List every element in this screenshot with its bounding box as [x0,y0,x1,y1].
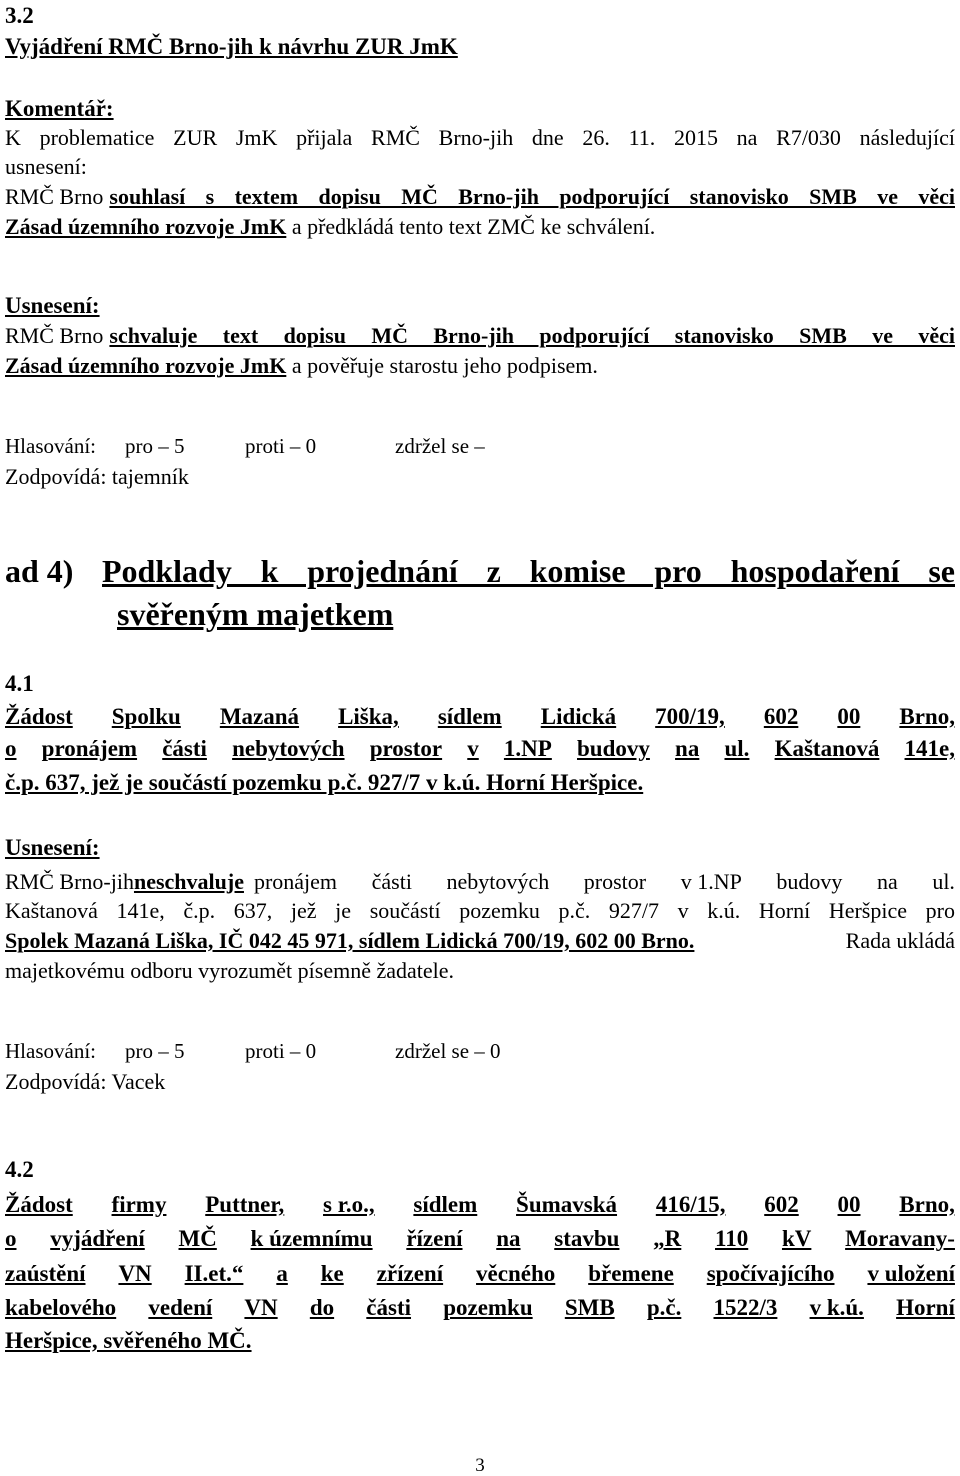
word: 00 [837,1192,861,1217]
word: SMB [564,1295,615,1320]
word: č.p. [183,898,216,923]
word: nebytových [446,869,550,894]
komentar-line-4 [5,216,655,238]
komentar-line-3 [5,186,955,208]
word: řízení [406,1226,463,1251]
word: v k.ú. [809,1295,864,1320]
sec42-line-2 [5,1227,955,1250]
word: prostor [583,869,647,894]
word: „R [653,1226,682,1251]
word: části [366,1295,412,1320]
word: k územnímu [250,1226,373,1251]
komentar-action: souhlasí s textem dopisu MČ Brno-jih podporující stanovisko SMB ve věci [109,184,955,209]
sec41-usneseni-line-1 [5,871,955,893]
sec41-subject: RMČ Brno-jih [5,869,134,894]
word: stavbu [554,1226,620,1251]
sec41-usneseni-line-4: majetkovému odboru vyrozumět písemně žadatele. [5,958,455,983]
usneseni-line-2 [5,355,598,377]
word: přijala [296,125,353,150]
komentar-rest: a předkládá tento text ZMČ ke schválení. [286,214,656,239]
word: o [5,736,17,761]
vote-pro: pro – 5 [125,1039,185,1063]
komentar-line-1 [5,127,955,149]
word: 637, [233,898,273,923]
word: ke [320,1261,344,1286]
word: dne [531,125,564,150]
word: 700/19, [655,704,725,729]
sec41-usneseni-line-2 [5,900,955,922]
ad4-heading [5,555,955,587]
word: pro [925,898,955,923]
word: Horní [896,1295,955,1320]
word: v uložení [867,1261,955,1286]
komentar-label: Komentář: [5,96,114,121]
word: vedení [148,1295,213,1320]
word: 141e, [904,736,955,761]
vote-zdrzel: zdržel se – [395,434,485,458]
word: součástí [369,898,441,923]
word: zřízení [376,1261,444,1286]
komentar-zur: Zásad územního rozvoje JmK [5,214,287,239]
word: K [5,125,21,150]
word: na [736,125,758,150]
word: II.et.“ [184,1261,244,1286]
vote-label: Hlasování: [5,1039,96,1063]
ad4-prefix: ad 4) [5,553,74,589]
word: sídlem [413,1192,478,1217]
usneseni-label-41: Usnesení: [5,835,100,860]
section-title: Vyjádření RMČ Brno-jih k návrhu ZUR JmK [5,34,458,59]
word: problematice [39,125,155,150]
word: 11. [628,125,656,150]
word: VN [244,1295,278,1320]
word: zaústění [5,1261,86,1286]
vote-proti: proti – 0 [245,434,317,458]
word: RMČ [371,125,420,150]
word: Horní [758,898,811,923]
section-number-42: 4.2 [5,1157,34,1182]
word: s r.o., [323,1192,375,1217]
word: 602 [764,1192,799,1217]
zodpovida-41: Zodpovídá: Vacek [5,1069,166,1094]
zodpovida: Zodpovídá: tajemník [5,464,189,489]
word: a [276,1261,288,1286]
word: ul. [724,736,750,761]
word: p.č. [558,898,591,923]
sec42-line-3 [5,1262,955,1285]
usneseni-zur: Zásad územního rozvoje JmK [5,353,287,378]
word: kV [781,1226,812,1251]
word: věcného [476,1261,556,1286]
word: 00 [837,704,861,729]
word: prostor [369,736,443,761]
word: břemene [588,1261,674,1286]
word: 26. [582,125,610,150]
sec42-line-5: Heršpice, svěřeného MČ. [5,1328,252,1353]
word: Kaštanová [5,898,98,923]
word: 416/15, [655,1192,726,1217]
word: jež [290,898,317,923]
word: 602 [763,704,799,729]
komentar-subject: RMČ Brno [5,184,104,209]
word: MČ [178,1226,217,1251]
ad4-title-line-2: svěřeným majetkem [117,596,394,632]
word: 927/7 [608,898,659,923]
vote-zdrzel: zdržel se – 0 [395,1039,501,1063]
usneseni-rest: a pověřuje starostu jeho podpisem. [286,353,598,378]
sec41-title-line-2 [5,737,955,760]
word: je [335,898,352,923]
section-number: 3.2 [5,3,34,28]
sec41-title-line-1 [5,705,955,728]
word: Žádost [5,704,73,729]
word: části [371,869,412,894]
word: následující [859,125,955,150]
sec42-line-1 [5,1193,955,1216]
word: Moravany- [845,1226,955,1251]
word: budovy [577,736,650,761]
word: do [309,1295,335,1320]
word: Brno, [899,1192,955,1217]
page-number: 3 [475,1455,485,1476]
word: VN [118,1261,152,1286]
word: o [5,1226,17,1251]
word: pronájem [253,869,338,894]
word: 2015 [673,125,718,150]
word: firmy [111,1192,167,1217]
word: 110 [715,1226,749,1251]
word: v [677,898,689,923]
ad4-title-line-1: Podklady k projednání z komise pro hospodaření se [102,553,955,589]
word: R7/030 [776,125,841,150]
word: na [675,736,700,761]
word: Brno, [899,704,955,729]
word: Kaštanová [774,736,880,761]
word: Žádost [5,1192,73,1217]
word: nebytových [232,736,345,761]
sec41-action: neschvaluje [133,869,244,894]
word: kabelového [5,1295,117,1320]
usneseni-line-1 [5,325,955,347]
vote-label: Hlasování: [5,434,96,458]
word: Mazaná [219,704,300,729]
word: části [162,736,207,761]
word: v 1.NP [680,869,742,894]
word: vyjádření [50,1226,145,1251]
word: Puttner, [205,1192,285,1217]
usneseni-action: schvaluje text dopisu MČ Brno-jih podporující stanovisko SMB ve věci [109,323,955,348]
word: v [467,736,479,761]
vote-pro: pro – 5 [125,434,185,458]
word: 1.NP [503,736,552,761]
word: Brno-jih [438,125,514,150]
word: Spolku [111,704,181,729]
word: Liška, [338,704,399,729]
vote-proti: proti – 0 [245,1039,317,1063]
word: na [496,1226,521,1251]
sec41-usneseni-line-1-rest [254,871,955,893]
word: budovy [776,869,843,894]
section-number-41: 4.1 [5,671,34,696]
word: Heršpice [828,898,908,923]
word: sídlem [437,704,502,729]
sec41-usneseni-line-3 [5,930,955,952]
word: JmK [235,125,278,150]
word: spočívajícího [706,1261,835,1286]
komentar-line-2: usnesení: [5,154,87,179]
word: Lidická [540,704,617,729]
word: pronájem [41,736,138,761]
word: ul. [932,869,955,894]
word: k.ú. [707,898,741,923]
sec41-rada: Rada ukládá [845,928,955,953]
sec42-line-4 [5,1296,955,1319]
word: pozemku [443,1295,533,1320]
word: Šumavská [516,1192,618,1217]
word: pozemku [459,898,540,923]
sec41-spolek: Spolek Mazaná Liška, IČ 042 45 971, sídlem Lidická 700/19, 602 00 Brno. [5,928,695,953]
word: 1522/3 [713,1295,778,1320]
word: p.č. [646,1295,682,1320]
usneseni-subject: RMČ Brno [5,323,104,348]
usneseni-label: Usnesení: [5,293,100,318]
word: ZUR [173,125,218,150]
sec41-title-line-3: č.p. 637, jež je součástí pozemku p.č. 927/7 v k.ú. Horní Heršpice. [5,770,644,795]
word: 141e, [116,898,165,923]
word: na [876,869,898,894]
